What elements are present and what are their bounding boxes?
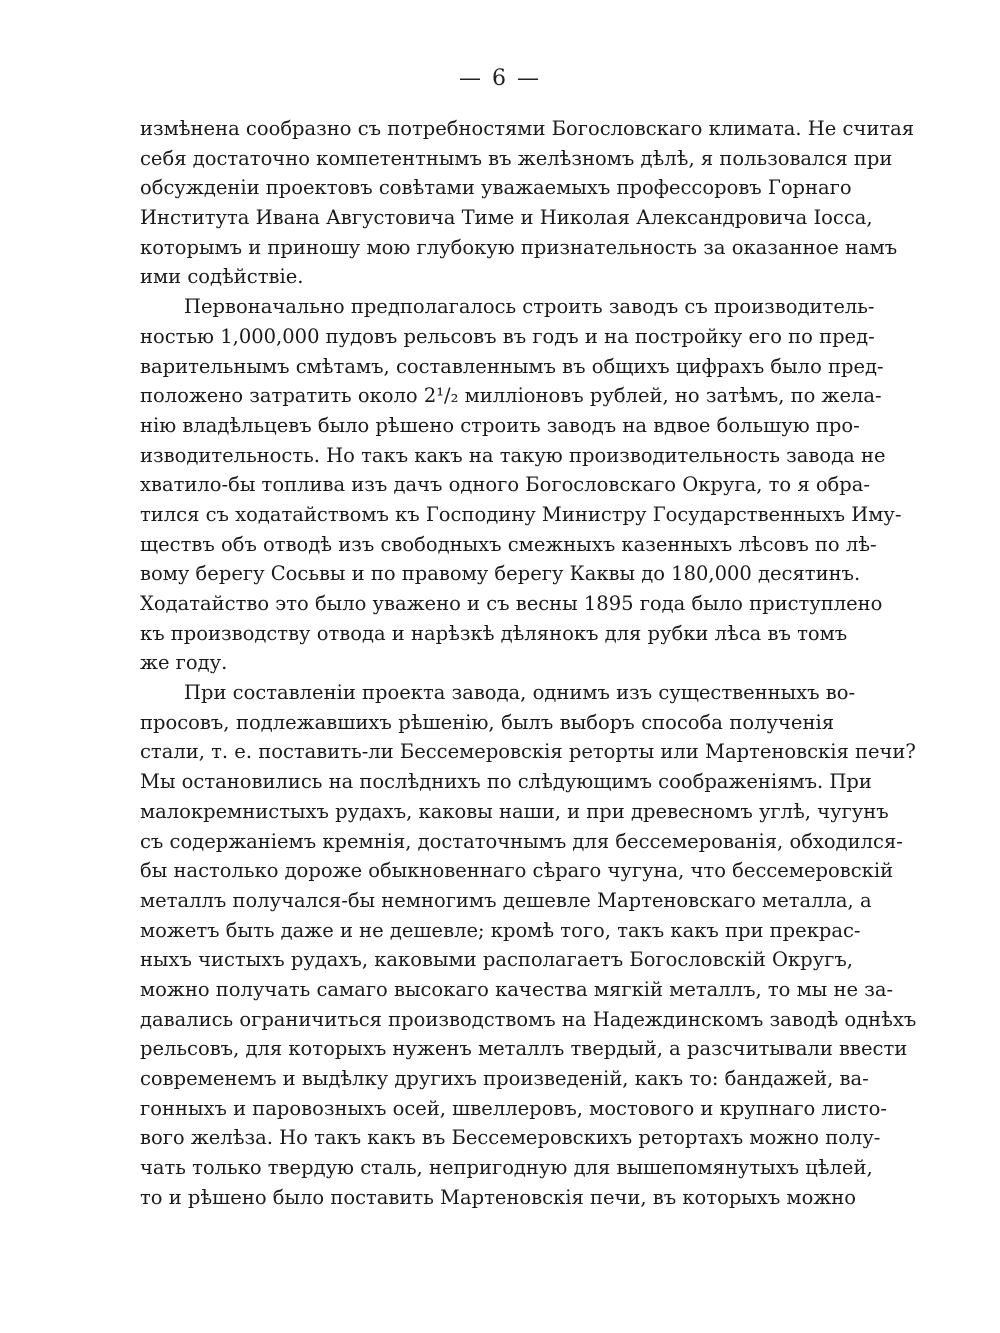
body-text (140, 114, 917, 1212)
text-line: гонныхъ и паровозныхъ осей, швеллеровъ, мостового и крупнаго листо- (140, 1096, 887, 1120)
text-line: вого желѣза. Но такъ какъ въ Бессемеровскихъ ретортахъ можно полу- (140, 1126, 881, 1150)
paragraph-1 (140, 114, 915, 292)
page-number: — 6 — (459, 66, 541, 91)
text-line: ностью 1,000,000 пудовъ рельсовъ въ годъ и на постройку его по пред- (140, 324, 875, 348)
text-line: Института Ивана Августовича Тиме и Николая Александровича Іосса, (140, 206, 873, 230)
text-line: ими содѣйствіе. (140, 265, 304, 289)
text-line: ныхъ чистыхъ рудахъ, каковыми располагаетъ Богословскій Округъ, (140, 948, 853, 972)
text-line: изводительность. Но такъ какъ на такую производительность завода не (140, 443, 886, 467)
text-line: варительнымъ смѣтамъ, составленнымъ въ общихъ цифрахъ было пред- (140, 354, 884, 378)
text-line: себя достаточно компетентнымъ въ желѣзномъ дѣлѣ, я пользовался при (140, 146, 893, 170)
text-line: Ходатайство это было уважено и съ весны 1895 года было приступлено (140, 592, 883, 615)
text-line: хватило-бы топлива изъ дачъ одного Богословскаго Округа, то я обра- (140, 473, 870, 497)
text-line: нію владѣльцевъ было рѣшено строить заводъ на вдвое большую про- (140, 413, 860, 437)
text-line: тился съ ходатайствомъ къ Господину Министру Государственныхъ Иму- (140, 502, 902, 526)
text-line: къ производству отвода и нарѣзкѣ дѣлянокъ для рубки лѣса въ томъ (140, 621, 848, 645)
text-line: Первоначально предполагалось строить заводъ съ производитель- (184, 295, 875, 319)
text-line: ществъ объ отводѣ изъ свободныхъ смежныхъ казенныхъ лѣсовъ по лѣ- (140, 532, 877, 556)
text-line: стали, т. е. поставить-ли Бессемеровскія реторты или Мартеновскія печи? (140, 740, 916, 764)
text-line: обсужденіи проектовъ совѣтами уважаемыхъ профессоровъ Горнаго (140, 176, 852, 200)
text-line: съ содержаніемъ кремнія, достаточнымъ для бессемерованія, обходился- (140, 829, 903, 853)
text-line: можно получать самаго высокаго качества мягкій металлъ, то мы не за- (140, 977, 894, 1001)
paragraph-2 (140, 292, 902, 678)
text-line: металлъ получался-бы немногимъ дешевле Мартеновскаго металла, а (140, 888, 872, 912)
text-line: давались ограничиться производствомъ на Надеждинскомъ заводѣ однѣхъ (140, 1007, 917, 1031)
text-line: же году. (140, 651, 228, 675)
text-line: Мы остановились на послѣднихъ по слѣдующимъ соображеніямъ. При (140, 770, 872, 794)
text-line: бы настолько дороже обыкновеннаго сѣраго чугуна, что бессемеровскій (140, 859, 894, 883)
text-line: можетъ быть даже и не дешевле; кромѣ того, такъ какъ при прекрас- (140, 918, 861, 942)
text-line: то и рѣшено было поставить Мартеновскія печи, въ которыхъ можно (140, 1185, 857, 1209)
paragraph-3 (140, 678, 917, 1212)
text-line: просовъ, подлежавшихъ рѣшенію, былъ выборъ способа полученія (140, 710, 834, 734)
text-line: которымъ и приношу мою глубокую признательность за оказанное намъ (140, 235, 898, 259)
text-line: положено затратить около 2¹/₂ милліоновъ рублей, но затѣмъ, по жела- (140, 384, 882, 408)
text-line: малокремнистыхъ рудахъ, каковы наши, и при древесномъ углѣ, чугунъ (140, 799, 889, 823)
text-line: При составленіи проекта завода, однимъ изъ существенныхъ во- (184, 681, 856, 705)
text-line: чать только твердую сталь, непригодную для вышепомянутыхъ цѣлей, (140, 1156, 873, 1180)
text-line: современемъ и выдѣлку другихъ произведеній, какъ то: бандажей, ва- (140, 1067, 869, 1090)
text-line: измѣнена сообразно съ потребностями Богословскаго климата. Не считая (140, 117, 915, 140)
text-line: рельсовъ, для которыхъ нуженъ металлъ твердый, а разсчитывали ввести (140, 1037, 908, 1061)
text-line: вому берегу Сосьвы и по правому берегу Каквы до 180,000 десятинъ. (140, 562, 861, 586)
